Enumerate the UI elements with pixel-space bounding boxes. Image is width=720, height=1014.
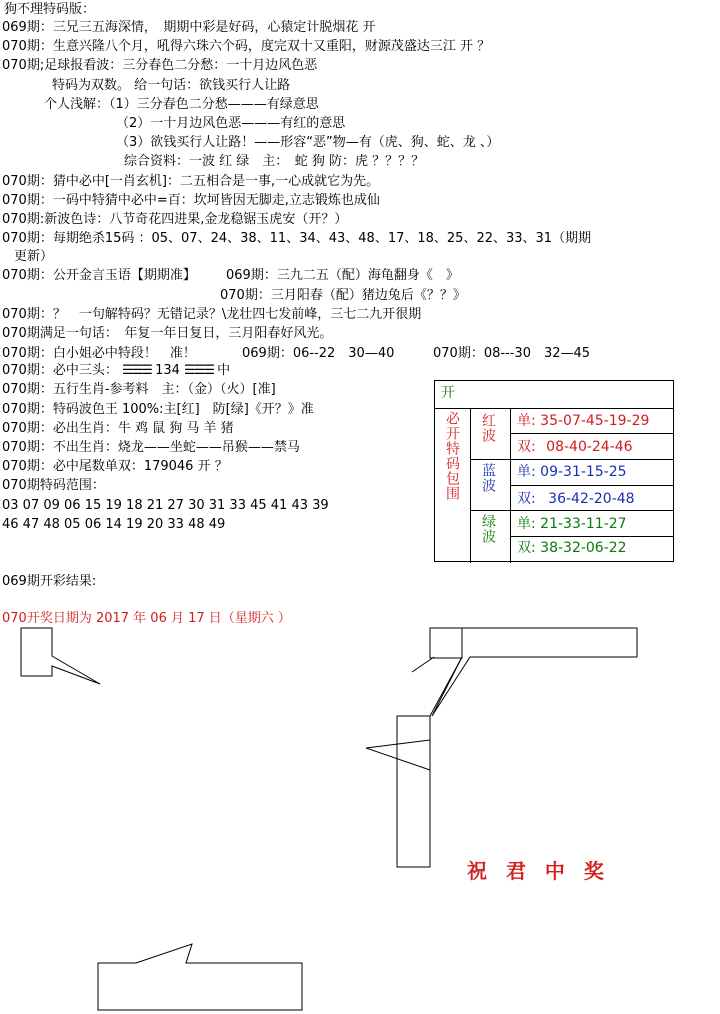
line-range-numbers-2: 46 47 48 05 06 14 19 20 33 48 49 (2, 517, 226, 532)
blue-even-value: 36-42-20-48 (548, 491, 635, 507)
line-069-poem: 069期：三兄三五海深情， 期期中彩是好码，心猿定计脱烟花 开 (2, 20, 376, 35)
line-range-numbers-1: 03 07 09 06 15 19 18 21 27 30 31 33 45 41 43 39 (2, 498, 329, 513)
three-heads-label: 070期：必中三头： (2, 363, 118, 378)
red-even-label: 双: (517, 439, 536, 455)
line-one-sentence: 070期：？ 一句解特码？无错记录？\龙壮四七发前峰，三七二九开很期 (2, 307, 422, 322)
callout-left (21, 628, 100, 684)
blue-even-label: 双: (517, 491, 536, 507)
line-range-title: 070期特码范围： (2, 478, 105, 493)
green-even-value: 38-32-06-22 (540, 540, 627, 556)
line-kill-15: 070期：每期绝杀15码 ：05、07、24、38、11、34、43、48、17、18、25、22、33、31（期期 (2, 231, 592, 246)
line-kill-15-cont: 更新） (14, 249, 54, 264)
line-five-elements: 070期：五行生肖-参考料 主：（金）（火）[准] (2, 382, 276, 397)
green-odd-value: 21-33-11-27 (540, 516, 627, 532)
page-title: 狗不理特码版： (4, 2, 96, 17)
callout-small-box (430, 628, 462, 658)
line-069-result: 069期开彩结果: (2, 574, 97, 589)
red-odd-label: 单: (517, 413, 536, 429)
line-one-code: 070期：一码中特猜中必中=百：坎坷皆因无脚走,立志锻炼也成仙 (2, 193, 380, 208)
table-side-label: 必开特码包围 (444, 411, 460, 501)
blue-odd-value: 09-31-15-25 (540, 464, 627, 480)
line-not-zodiac: 070期：不出生肖：烧龙——坐蛇——吊猴——禁马 (2, 440, 300, 455)
line-golden-words: 070期：公开金言玉语【期期准】 (2, 268, 196, 283)
line-segment-070: 070期：白小姐必中特段！ 准！ (2, 346, 196, 361)
line-summary: 综合资料：一波 红 绿 主： 蛇 狗 防：虎 ？？？？ (124, 154, 425, 169)
green-even-label: 双: (517, 540, 536, 556)
line-070-draw-date: 070开奖日期为 2017 年 06 月 17 日（星期六 ） (2, 611, 291, 626)
three-heads-value: 134 (155, 363, 180, 378)
line-satisfy: 070期满足一句话： 年复一年日复日，三月阳春好风光。 (2, 326, 333, 341)
bar-separator-left: ☰☰☰ (121, 363, 151, 378)
callout-bottom (98, 944, 302, 1010)
line-must-zodiac: 070期：必出生肖：牛 鸡 鼠 狗 马 羊 猪 (2, 421, 234, 436)
three-heads-suffix: 中 (217, 363, 231, 378)
line-tail-numbers: 070期：必中尾数单双：179046 开 ？ (2, 459, 228, 474)
group-name-blue: 蓝波 (480, 463, 496, 493)
blue-odd-label: 单: (517, 464, 536, 480)
line-wave-king: 070期：特码波色王 100%:主[红] 防[绿]《开？》准 (2, 402, 314, 417)
callout-leader-1 (412, 657, 434, 672)
line-new-wave-poem: 070期:新波色诗：八节奇花四进果,金龙稳锯玉虎安（开？） (2, 212, 348, 227)
line-special-even: 特码为双数。 给一句话：欲钱买行人让路 (52, 78, 291, 93)
line-explain-3: （3）欲钱买行人让路！——形容“恶”物—有（虎、狗、蛇、龙 、） (116, 135, 500, 150)
line-explain-1: 个人浅解：（1）三分春色二分愁———有绿意思 (44, 97, 319, 112)
line-segment-069: 069期：06--22 30—40 (242, 346, 395, 361)
bar-separator-right: ☰☰☰ (184, 363, 214, 378)
callout-leader-2 (430, 657, 462, 716)
table-header: 开 (441, 385, 455, 401)
callout-tall-box (397, 716, 430, 867)
line-segment-070b: 070期：08---30 32—45 (433, 346, 591, 361)
line-070-pair: 070期：三月阳春（配）猪边兔后《？？》 (220, 288, 466, 303)
line-explain-2: （2）一十月边风色恶———有红的意思 (116, 116, 346, 131)
line-070-poem: 070期：生意兴隆八个月，吼得六珠六个码，度完双十又重阳，财源茂盛达三江 开 ？ (2, 39, 491, 54)
group-name-red: 红波 (480, 413, 496, 443)
closing-blessing: 祝 君 中 奖 (467, 859, 610, 883)
line-guess: 070期：猜中必中[一肖玄机]：二五相合是一事,一心成就它为先。 (2, 174, 380, 189)
red-even-value: 08-40-24-46 (546, 439, 633, 455)
group-name-green: 绿波 (480, 514, 496, 544)
line-069-pair: 069期：三九二五（配）海龟翻身《 》 (226, 268, 459, 283)
green-odd-label: 单: (517, 516, 536, 532)
line-football-wave: 070期;足球报看波：三分春色二分愁：一十月边风色恶 (2, 58, 318, 73)
red-odd-value: 35-07-45-19-29 (540, 413, 650, 429)
